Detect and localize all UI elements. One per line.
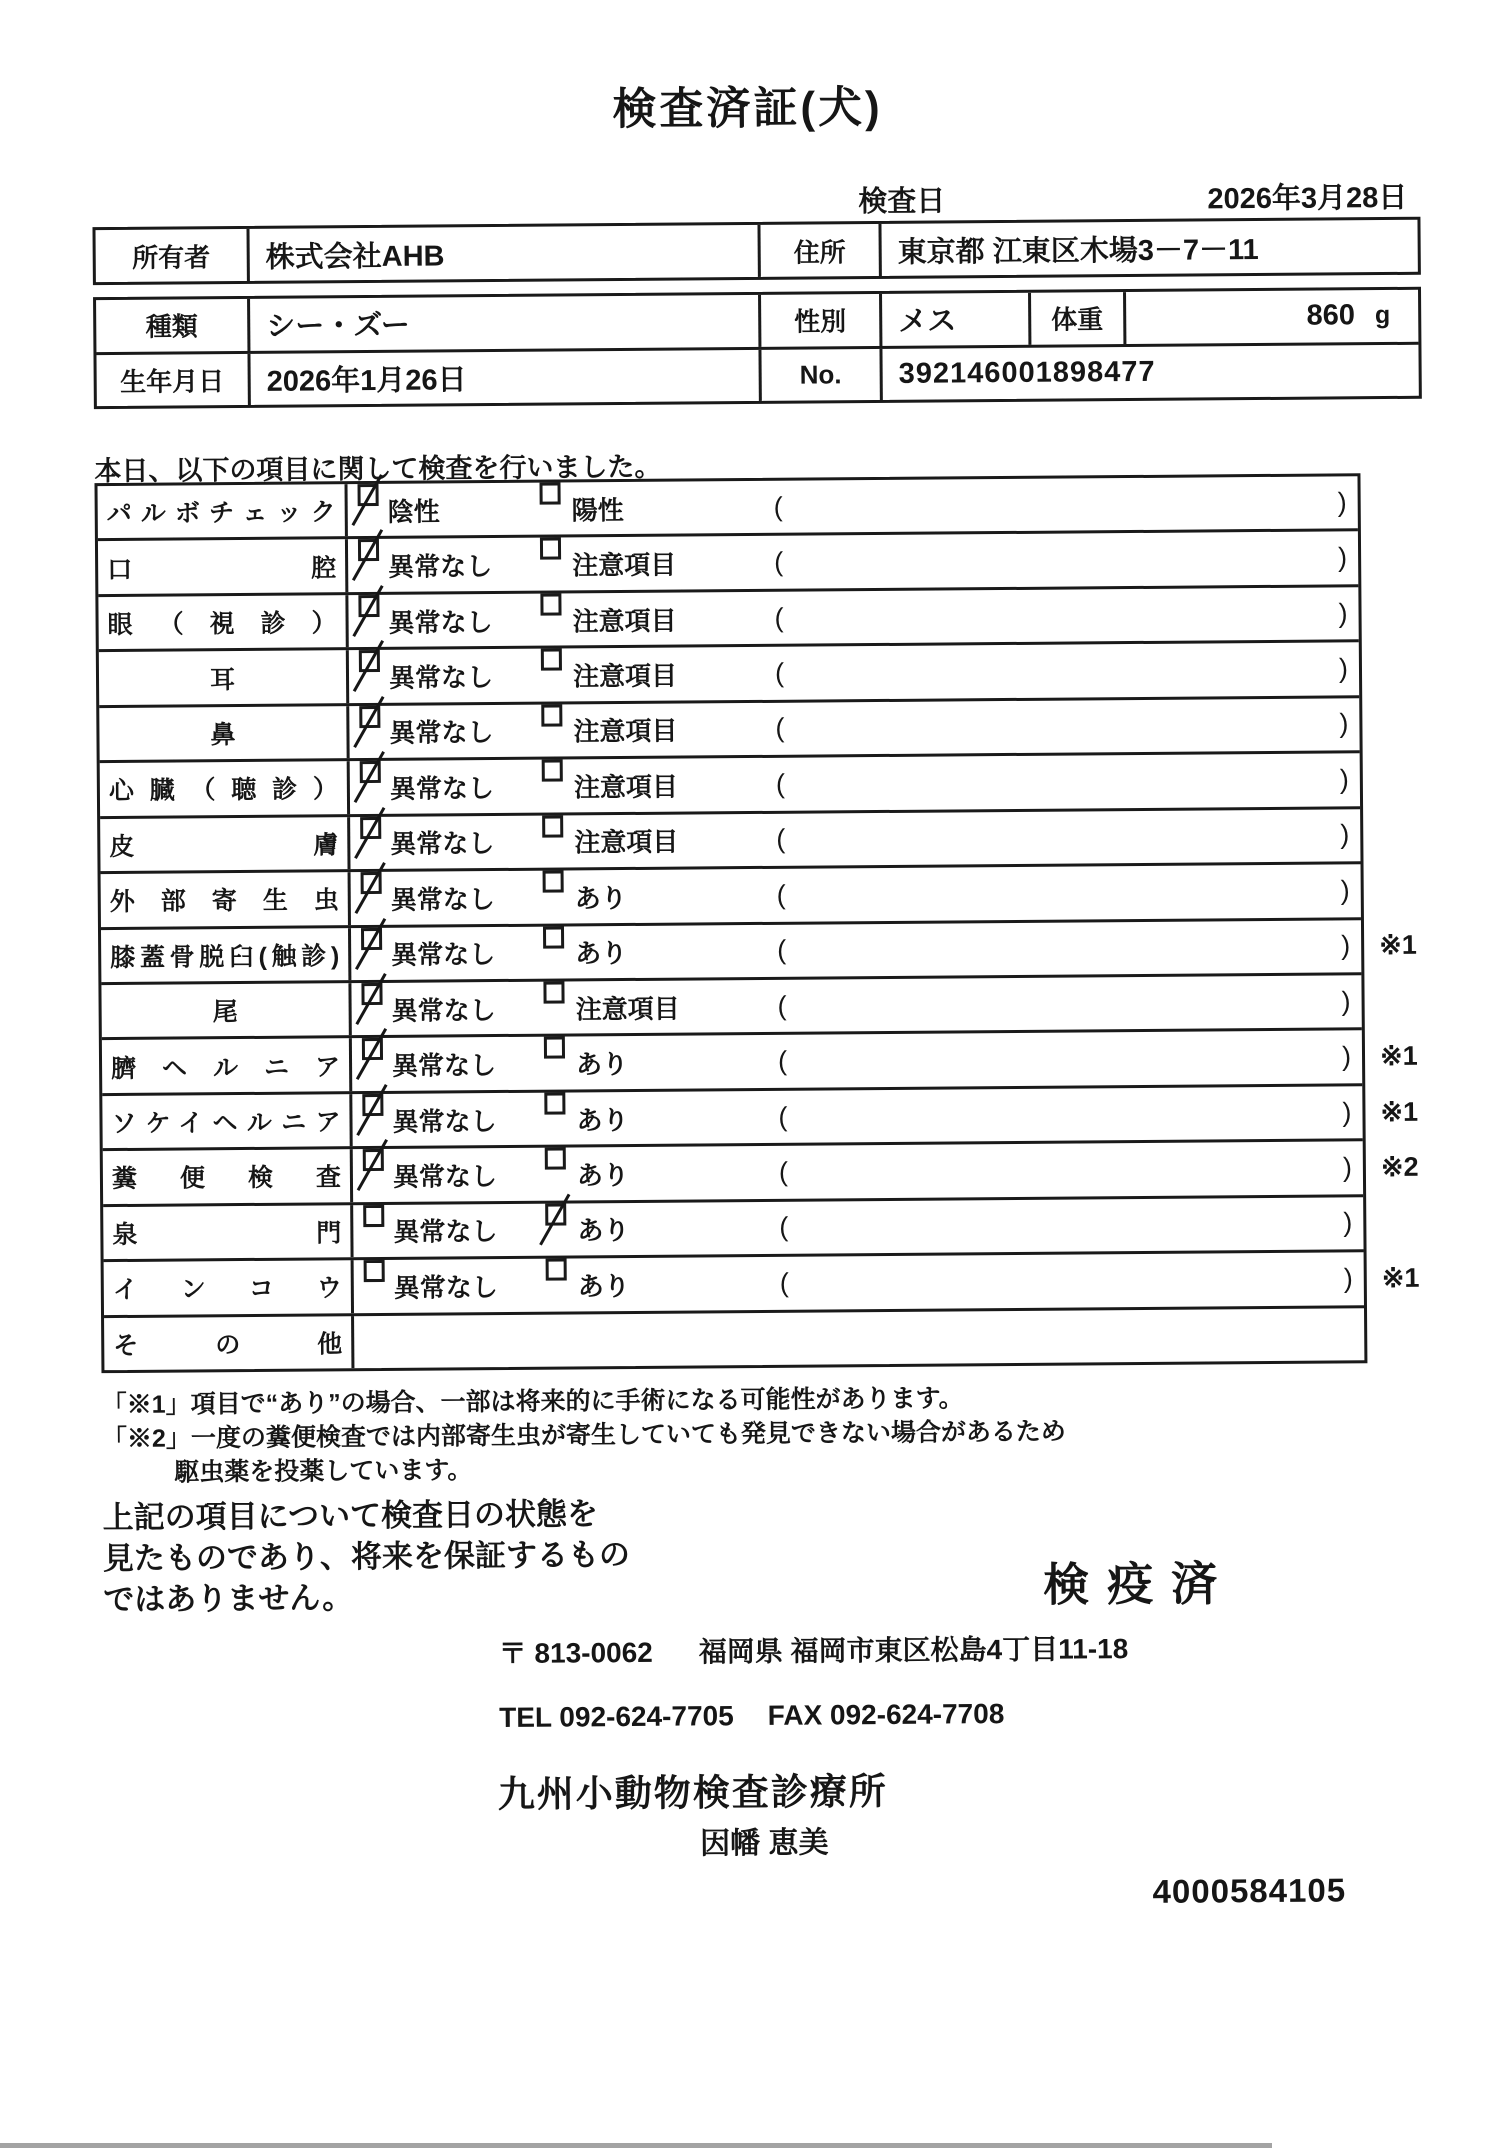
checkbox-icon: [541, 649, 562, 671]
option2-label: あり: [576, 1159, 630, 1191]
checkbox-icon: [542, 760, 563, 782]
result-paren-open: (: [777, 990, 787, 1021]
checkbox-icon: [541, 704, 562, 726]
reference-mark: ※1: [1380, 1096, 1419, 1127]
option1-label: 異常なし: [391, 994, 496, 1026]
checklist-row: [103, 1138, 1419, 1203]
checklist-row: [101, 917, 1417, 982]
weight-unit: g: [1374, 301, 1391, 330]
option2-label: あり: [576, 1104, 629, 1135]
option2-label: あり: [574, 882, 627, 914]
result-paren-close: ): [1341, 1041, 1352, 1072]
checkbox-checked-icon: [358, 595, 379, 617]
breed-value: シー・ズー: [250, 295, 761, 351]
checkbox-icon: [544, 1092, 565, 1114]
address-value: 東京都 江東区木場3－7－11: [897, 233, 1259, 269]
checkbox-checked-icon: [358, 539, 379, 561]
weight-label: 体重: [1031, 292, 1126, 344]
result-paren-close: ): [1339, 764, 1349, 795]
owner-table: [92, 217, 1420, 285]
item-label: 糞便検査: [111, 1163, 342, 1194]
item-label: その他: [113, 1330, 343, 1360]
pet-info-table: [93, 287, 1422, 409]
option2-label: あり: [575, 1049, 629, 1080]
item-label: 心臓（聴診）: [108, 775, 339, 806]
result-paren-open: (: [774, 602, 784, 633]
checkbox-icon: [543, 871, 564, 893]
checklist-row-body: [352, 1086, 1362, 1146]
weight-cell: [1126, 290, 1418, 344]
checkbox-checked-icon: [361, 983, 382, 1005]
note-ref2-line2: 駆虫薬を投薬しています。: [174, 1456, 473, 1487]
disclaimer-line2: 見たものであり、将来を保証するもの: [102, 1537, 631, 1577]
owner-row: [96, 220, 1418, 282]
option2-label: あり: [577, 1215, 630, 1246]
reference-mark: ※2: [1380, 1151, 1419, 1183]
result-paren-open: (: [779, 1212, 789, 1243]
checkbox-square: [544, 1092, 565, 1114]
quarantine-stamp: 検疫済: [1042, 1557, 1236, 1611]
checklist-row-body: [349, 698, 1359, 758]
checkbox-checked-icon: [362, 1038, 383, 1060]
checkbox-square: [543, 981, 564, 1003]
checkbox-square: [541, 704, 562, 726]
checkbox-icon: [539, 483, 560, 505]
result-paren-close: ): [1342, 1152, 1353, 1183]
checklist-row-body: [352, 1031, 1362, 1091]
checklist-row-body: [348, 476, 1358, 536]
checkbox-square: [543, 926, 564, 948]
item-label: 皮膚: [109, 831, 339, 861]
checklist-label-cell: [100, 761, 350, 815]
birth-label: 生年月日: [96, 353, 250, 406]
checklist-table: [94, 473, 1420, 1373]
checkbox-square: [546, 1259, 567, 1281]
checklist-label-cell: [101, 872, 351, 926]
exam-date-value: 2026年3月28日: [1207, 181, 1408, 216]
note-ref2-line1: 「※2」一度の糞便検査では内部寄生虫が寄生していても発見できない場合があるため: [101, 1417, 1066, 1454]
checklist-row: [99, 695, 1359, 760]
checkbox-checked-icon: [361, 872, 382, 894]
checklist-row: [98, 584, 1358, 649]
checkbox-square: [541, 649, 562, 671]
checklist-label-cell: [104, 1260, 354, 1314]
weight-value: 860: [1306, 299, 1356, 332]
option2-label: 注意項目: [572, 549, 677, 581]
item-label: 膝蓋骨脱臼(触診): [110, 941, 340, 972]
option2-label: 注意項目: [575, 993, 680, 1025]
result-paren-close: ): [1337, 542, 1348, 573]
clinic-address: 福岡県 福岡市東区松島4丁目11-18: [698, 1633, 1129, 1668]
result-paren-close: ): [1340, 875, 1350, 906]
item-label: 臍ヘルニア: [110, 1052, 341, 1083]
checklist-row: [100, 806, 1360, 871]
checkbox-square: [542, 760, 563, 782]
option1-label: 異常なし: [393, 1271, 498, 1303]
no-value: 392146001898477: [898, 355, 1156, 390]
postal-code: 〒 813-0062: [498, 1636, 653, 1670]
checklist-label-cell: [98, 484, 348, 538]
checkbox-square: [545, 1148, 566, 1170]
checkbox-square: [540, 538, 561, 560]
intro-text: 本日、以下の項目に関して検査を行いました。: [94, 451, 662, 487]
clinic-tel-line: [499, 1698, 1004, 1734]
checkbox-icon: [545, 1148, 566, 1170]
option1-label: 異常なし: [390, 828, 495, 860]
result-paren-open: (: [776, 824, 786, 855]
result-paren-close: ): [1338, 653, 1349, 684]
exam-date-label: 検査日: [858, 185, 946, 219]
checkbox-checked-icon: [545, 1203, 566, 1225]
option1-label: 異常なし: [389, 717, 494, 749]
scan-edge-artifact: [0, 2143, 1272, 2148]
checklist-label-cell: [103, 1149, 353, 1203]
option1-label: 異常なし: [392, 1105, 497, 1137]
option2-label: 陽性: [571, 494, 624, 526]
clinic-address-line: [499, 1627, 1129, 1672]
result-paren-close: ): [1341, 985, 1351, 1017]
owner-label: 所有者: [96, 229, 250, 282]
result-paren-open: (: [773, 491, 783, 522]
checkbox-checked-icon: [360, 761, 381, 783]
option1-label: 異常なし: [390, 883, 495, 915]
checkbox-square: [543, 871, 564, 893]
result-paren-open: (: [778, 1101, 788, 1132]
checkbox-square: [540, 593, 561, 615]
option1-label: 異常なし: [391, 939, 496, 971]
item-label: 口腔: [107, 553, 337, 584]
checklist-row-body: [354, 1308, 1364, 1368]
reference-mark: ※1: [1379, 1040, 1418, 1072]
option1-label: 異常なし: [389, 772, 495, 804]
checklist-row: [99, 640, 1359, 705]
birth-value: 2026年1月26日: [250, 349, 761, 405]
sex-value: メス: [882, 293, 1031, 346]
result-paren-close: ): [1343, 1207, 1353, 1238]
result-paren-open: (: [776, 879, 786, 910]
no-label: No.: [761, 348, 882, 400]
checklist-row: [101, 972, 1361, 1037]
result-paren-open: (: [777, 1045, 788, 1076]
checklist-row-body: [350, 809, 1360, 869]
checkbox-icon: [363, 1205, 384, 1227]
checkbox-icon: [542, 815, 563, 837]
checkbox-icon: [364, 1260, 385, 1282]
checklist-row-body: [353, 1141, 1363, 1201]
clinic-fax: FAX 092-624-7708: [767, 1698, 1005, 1731]
checkbox-checked-icon: [359, 706, 380, 728]
checklist-row: [102, 1083, 1419, 1148]
checkbox-square: [364, 1260, 385, 1282]
item-label: 鼻: [210, 721, 236, 750]
reference-mark: ※1: [1381, 1262, 1420, 1293]
address-label: 住所: [760, 224, 881, 277]
item-label: 眼（視診）: [107, 609, 337, 640]
item-label: 尾: [212, 998, 238, 1027]
checklist-label-cell: [101, 983, 351, 1037]
result-paren-open: (: [779, 1267, 789, 1298]
checklist-label-cell: [101, 928, 351, 982]
option2-label: 注意項目: [572, 660, 678, 692]
option1-label: 異常なし: [388, 551, 493, 583]
option1-label: 異常なし: [388, 662, 494, 693]
option2-label: 注意項目: [573, 716, 678, 747]
checklist-row: [101, 861, 1361, 926]
checkbox-icon: [540, 538, 561, 560]
examiner-name: 因幡 恵美: [700, 1826, 829, 1861]
page-title: 検査済証(犬): [612, 82, 883, 135]
owner-value: 株式会社AHB: [249, 225, 760, 281]
option2-label: 注意項目: [572, 605, 677, 637]
option1-label: 異常なし: [392, 1161, 498, 1192]
clinic-name: 九州小動物検査診療所: [497, 1770, 888, 1816]
checkbox-checked-icon: [360, 817, 381, 839]
result-paren-close: ): [1337, 487, 1347, 518]
checklist-row-body: [351, 920, 1361, 980]
checklist-row: [103, 1194, 1363, 1259]
item-label: 耳: [209, 665, 236, 694]
serial-number: 4000584105: [1152, 1871, 1347, 1910]
checklist-label-cell: [98, 595, 348, 649]
checklist-label-cell: [100, 817, 350, 871]
result-paren-close: ): [1343, 1263, 1353, 1294]
item-label: 泉門: [112, 1219, 342, 1249]
option2-label: あり: [577, 1270, 630, 1302]
checkbox-icon: [546, 1259, 567, 1281]
checkbox-square: [539, 483, 560, 505]
breed-label: 種類: [96, 299, 250, 352]
checklist-row-body: [349, 643, 1359, 703]
checkbox-icon: [540, 593, 561, 615]
checkbox-checked-icon: [362, 1094, 383, 1116]
checklist-label-cell: [99, 706, 349, 760]
checklist-row-body: [353, 1197, 1363, 1257]
checklist-row-body: [351, 864, 1361, 924]
result-paren-open: (: [774, 657, 785, 688]
checklist-label-cell: [102, 1039, 352, 1093]
checklist-row: [104, 1249, 1420, 1314]
option1-label: 陰性: [387, 496, 440, 527]
checklist-row-body: [351, 975, 1361, 1035]
checklist-row: [100, 750, 1360, 815]
disclaimer-text: [102, 1493, 630, 1620]
checklist-label-cell: [98, 540, 348, 594]
checkbox-square: [363, 1205, 384, 1227]
checklist-row-body: [348, 587, 1358, 647]
birth-row: [96, 341, 1418, 406]
result-paren-close: ): [1340, 819, 1350, 850]
checkbox-square: [544, 1037, 565, 1059]
checkbox-icon: [544, 1037, 565, 1059]
result-paren-open: (: [778, 1156, 789, 1187]
option1-label: 異常なし: [393, 1216, 498, 1248]
disclaimer-line1: 上記の項目について検査日の状態を: [102, 1496, 599, 1536]
checkbox-icon: [543, 926, 564, 948]
result-paren-open: (: [775, 768, 785, 799]
checklist-label-cell: [102, 1094, 352, 1148]
result-paren-open: (: [774, 546, 784, 577]
checklist-row-body: [348, 532, 1358, 592]
note-ref1: 「※1」項目で“あり”の場合、一部は将来的に手術になる可能性があります。: [101, 1384, 964, 1420]
option2-label: 注意項目: [573, 771, 679, 803]
checkbox-checked-icon: [358, 484, 379, 506]
checkbox-square: [542, 815, 563, 837]
option2-label: あり: [575, 938, 628, 969]
item-label: インコウ: [112, 1274, 342, 1305]
checklist-row-body: [350, 753, 1360, 813]
result-paren-close: ): [1341, 930, 1351, 961]
item-label: パルボチェック: [106, 498, 336, 529]
checklist-row: [98, 529, 1358, 594]
checkbox-checked-icon: [359, 650, 380, 672]
result-paren-close: ): [1339, 708, 1349, 739]
checklist-label-cell: [99, 650, 349, 704]
result-paren-close: ): [1342, 1096, 1352, 1127]
clinic-tel: TEL 092-624-7705: [499, 1700, 734, 1734]
sex-label: 性別: [761, 294, 882, 346]
checklist-label-cell: [103, 1205, 353, 1259]
checkbox-icon: [543, 981, 564, 1003]
checkbox-checked-icon: [361, 927, 382, 949]
result-paren-close: ): [1338, 597, 1348, 629]
option2-label: 注意項目: [574, 826, 679, 858]
item-label: ソケイヘルニア: [111, 1108, 341, 1139]
checklist-row: [104, 1305, 1364, 1370]
checklist-row-body: [354, 1252, 1364, 1312]
disclaimer-line3: ではありません。: [103, 1580, 354, 1618]
checklist-row: [102, 1028, 1418, 1093]
checkbox-checked-icon: [363, 1149, 384, 1171]
result-paren-open: (: [777, 934, 787, 966]
option1-label: 異常なし: [388, 606, 493, 638]
checklist-label-cell: [104, 1316, 354, 1370]
reference-mark: ※1: [1379, 930, 1417, 961]
item-label: 外部寄生虫: [109, 886, 339, 917]
option1-label: 異常なし: [391, 1050, 497, 1081]
result-paren-open: (: [775, 713, 785, 744]
